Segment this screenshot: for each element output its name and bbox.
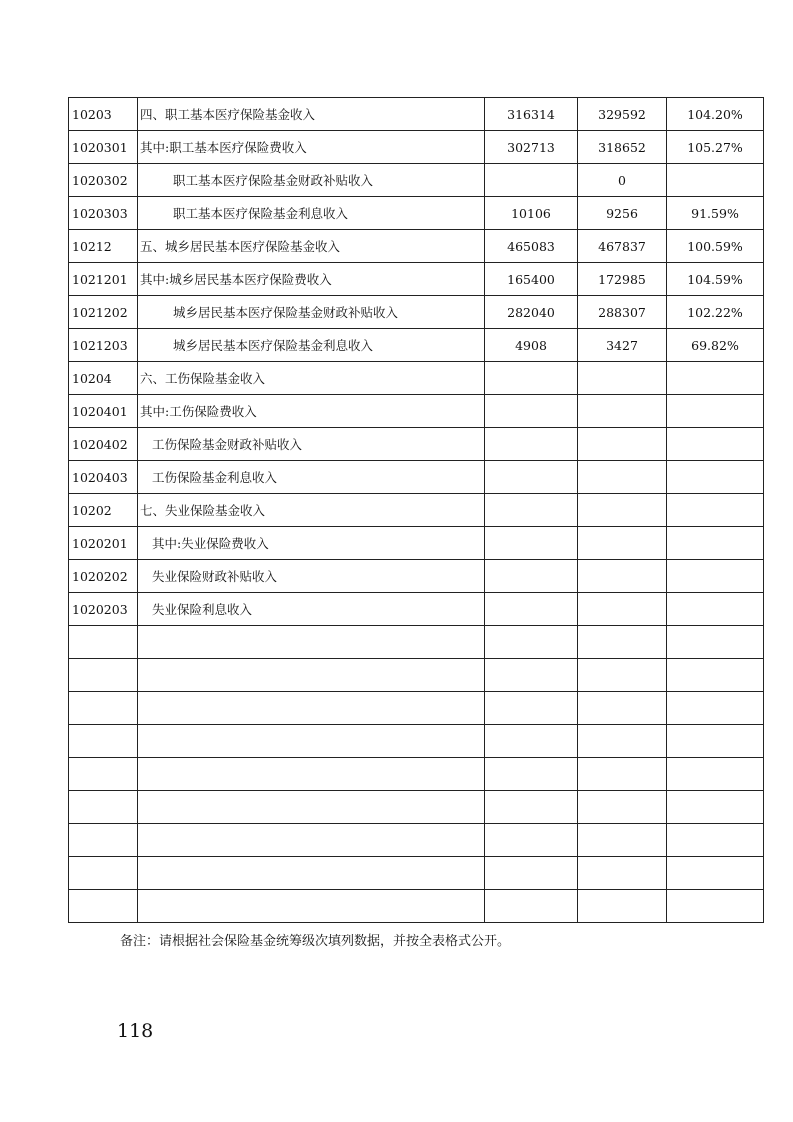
cell-item-name: 六、工伤保险基金收入 bbox=[138, 362, 485, 395]
cell-percentage bbox=[667, 857, 764, 890]
table-row bbox=[69, 692, 764, 725]
cell-item-name bbox=[138, 659, 485, 692]
cell-value-2 bbox=[578, 725, 667, 758]
table-row bbox=[69, 659, 764, 692]
cell-value-2 bbox=[578, 527, 667, 560]
cell-item-name: 职工基本医疗保险基金财政补贴收入 bbox=[138, 164, 485, 197]
table-row bbox=[69, 329, 764, 362]
cell-code: 1020403 bbox=[69, 461, 138, 494]
cell-item-name bbox=[138, 791, 485, 824]
table-row bbox=[69, 857, 764, 890]
cell-value-1 bbox=[485, 626, 578, 659]
table-row bbox=[69, 197, 764, 230]
cell-value-2: 318652 bbox=[578, 131, 667, 164]
table-row bbox=[69, 824, 764, 857]
cell-value-1 bbox=[485, 527, 578, 560]
cell-value-1 bbox=[485, 857, 578, 890]
cell-percentage bbox=[667, 725, 764, 758]
cell-value-2 bbox=[578, 659, 667, 692]
cell-percentage: 105.27% bbox=[667, 131, 764, 164]
cell-item-name: 七、失业保险基金收入 bbox=[138, 494, 485, 527]
cell-value-2 bbox=[578, 758, 667, 791]
cell-code bbox=[69, 725, 138, 758]
cell-item-name: 工伤保险基金利息收入 bbox=[138, 461, 485, 494]
table-row bbox=[69, 725, 764, 758]
table-row bbox=[69, 230, 764, 263]
table-row bbox=[69, 560, 764, 593]
cell-percentage bbox=[667, 692, 764, 725]
cell-item-name bbox=[138, 890, 485, 923]
cell-percentage bbox=[667, 824, 764, 857]
cell-item-name: 其中:职工基本医疗保险费收入 bbox=[138, 131, 485, 164]
cell-value-1 bbox=[485, 692, 578, 725]
cell-item-name bbox=[138, 857, 485, 890]
cell-value-2 bbox=[578, 494, 667, 527]
cell-value-1 bbox=[485, 164, 578, 197]
cell-value-2 bbox=[578, 362, 667, 395]
footnote: 备注：请根据社会保险基金统筹级次填列数据，并按全表格式公开。 bbox=[120, 934, 511, 949]
cell-percentage: 104.59% bbox=[667, 263, 764, 296]
cell-percentage bbox=[667, 659, 764, 692]
table-row bbox=[69, 362, 764, 395]
table-row bbox=[69, 626, 764, 659]
cell-code: 10212 bbox=[69, 230, 138, 263]
cell-value-2: 0 bbox=[578, 164, 667, 197]
cell-value-2 bbox=[578, 461, 667, 494]
page-number: 118 bbox=[117, 1020, 154, 1042]
cell-code: 10203 bbox=[69, 98, 138, 131]
cell-percentage bbox=[667, 461, 764, 494]
cell-code bbox=[69, 626, 138, 659]
cell-item-name: 四、职工基本医疗保险基金收入 bbox=[138, 98, 485, 131]
cell-item-name bbox=[138, 692, 485, 725]
cell-value-1 bbox=[485, 824, 578, 857]
table-row bbox=[69, 164, 764, 197]
cell-item-name: 工伤保险基金财政补贴收入 bbox=[138, 428, 485, 461]
cell-value-2 bbox=[578, 428, 667, 461]
cell-item-name: 失业保险财政补贴收入 bbox=[138, 560, 485, 593]
cell-value-1: 282040 bbox=[485, 296, 578, 329]
table-row bbox=[69, 263, 764, 296]
cell-code: 1021201 bbox=[69, 263, 138, 296]
cell-value-2 bbox=[578, 626, 667, 659]
cell-value-2: 9256 bbox=[578, 197, 667, 230]
cell-item-name: 职工基本医疗保险基金利息收入 bbox=[138, 197, 485, 230]
cell-item-name bbox=[138, 626, 485, 659]
cell-percentage: 104.20% bbox=[667, 98, 764, 131]
cell-code: 1020203 bbox=[69, 593, 138, 626]
cell-value-1: 10106 bbox=[485, 197, 578, 230]
cell-percentage bbox=[667, 395, 764, 428]
cell-value-1: 4908 bbox=[485, 329, 578, 362]
cell-value-1: 165400 bbox=[485, 263, 578, 296]
cell-code: 1021203 bbox=[69, 329, 138, 362]
cell-value-2: 3427 bbox=[578, 329, 667, 362]
cell-value-2: 172985 bbox=[578, 263, 667, 296]
cell-value-1 bbox=[485, 494, 578, 527]
cell-item-name: 城乡居民基本医疗保险基金利息收入 bbox=[138, 329, 485, 362]
table-row bbox=[69, 461, 764, 494]
table-row bbox=[69, 494, 764, 527]
cell-percentage bbox=[667, 362, 764, 395]
cell-percentage: 91.59% bbox=[667, 197, 764, 230]
cell-item-name: 失业保险利息收入 bbox=[138, 593, 485, 626]
cell-value-1 bbox=[485, 725, 578, 758]
cell-item-name bbox=[138, 824, 485, 857]
cell-item-name: 五、城乡居民基本医疗保险基金收入 bbox=[138, 230, 485, 263]
cell-percentage bbox=[667, 758, 764, 791]
cell-code: 1020303 bbox=[69, 197, 138, 230]
cell-code bbox=[69, 857, 138, 890]
cell-value-1: 465083 bbox=[485, 230, 578, 263]
cell-percentage bbox=[667, 890, 764, 923]
cell-value-2: 467837 bbox=[578, 230, 667, 263]
cell-value-1 bbox=[485, 428, 578, 461]
table-row bbox=[69, 395, 764, 428]
cell-percentage bbox=[667, 527, 764, 560]
cell-item-name bbox=[138, 758, 485, 791]
cell-value-2 bbox=[578, 890, 667, 923]
cell-value-2 bbox=[578, 692, 667, 725]
cell-value-2 bbox=[578, 395, 667, 428]
cell-value-1 bbox=[485, 890, 578, 923]
cell-code: 1020402 bbox=[69, 428, 138, 461]
cell-value-2: 329592 bbox=[578, 98, 667, 131]
cell-value-1: 302713 bbox=[485, 131, 578, 164]
cell-percentage bbox=[667, 560, 764, 593]
cell-value-1: 316314 bbox=[485, 98, 578, 131]
cell-code: 1020201 bbox=[69, 527, 138, 560]
cell-value-1 bbox=[485, 362, 578, 395]
cell-percentage: 69.82% bbox=[667, 329, 764, 362]
cell-percentage bbox=[667, 791, 764, 824]
cell-value-2: 288307 bbox=[578, 296, 667, 329]
cell-percentage bbox=[667, 428, 764, 461]
table-row bbox=[69, 131, 764, 164]
cell-value-1 bbox=[485, 395, 578, 428]
table-row bbox=[69, 890, 764, 923]
cell-item-name: 其中:失业保险费收入 bbox=[138, 527, 485, 560]
cell-percentage: 102.22% bbox=[667, 296, 764, 329]
cell-value-1 bbox=[485, 461, 578, 494]
cell-item-name: 城乡居民基本医疗保险基金财政补贴收入 bbox=[138, 296, 485, 329]
cell-code: 1020301 bbox=[69, 131, 138, 164]
cell-value-2 bbox=[578, 824, 667, 857]
cell-value-2 bbox=[578, 791, 667, 824]
cell-code: 1020401 bbox=[69, 395, 138, 428]
table-row bbox=[69, 758, 764, 791]
cell-value-1 bbox=[485, 560, 578, 593]
cell-code: 10202 bbox=[69, 494, 138, 527]
cell-value-1 bbox=[485, 593, 578, 626]
cell-value-1 bbox=[485, 791, 578, 824]
table-row bbox=[69, 98, 764, 131]
cell-item-name bbox=[138, 725, 485, 758]
cell-value-1 bbox=[485, 659, 578, 692]
cell-code bbox=[69, 824, 138, 857]
table-row bbox=[69, 593, 764, 626]
table-row bbox=[69, 296, 764, 329]
table-row bbox=[69, 527, 764, 560]
cell-item-name: 其中:城乡居民基本医疗保险费收入 bbox=[138, 263, 485, 296]
table-row bbox=[69, 428, 764, 461]
cell-value-2 bbox=[578, 593, 667, 626]
cell-value-2 bbox=[578, 857, 667, 890]
cell-percentage bbox=[667, 626, 764, 659]
cell-code: 1020202 bbox=[69, 560, 138, 593]
cell-code bbox=[69, 659, 138, 692]
cell-percentage: 100.59% bbox=[667, 230, 764, 263]
cell-value-2 bbox=[578, 560, 667, 593]
cell-code bbox=[69, 791, 138, 824]
cell-code: 1020302 bbox=[69, 164, 138, 197]
cell-percentage bbox=[667, 494, 764, 527]
cell-code bbox=[69, 890, 138, 923]
cell-percentage bbox=[667, 164, 764, 197]
cell-code: 10204 bbox=[69, 362, 138, 395]
cell-code bbox=[69, 692, 138, 725]
table-row bbox=[69, 791, 764, 824]
cell-code: 1021202 bbox=[69, 296, 138, 329]
cell-value-1 bbox=[485, 758, 578, 791]
fund-income-table bbox=[68, 97, 764, 923]
cell-percentage bbox=[667, 593, 764, 626]
table-body bbox=[69, 98, 764, 923]
cell-item-name: 其中:工伤保险费收入 bbox=[138, 395, 485, 428]
cell-code bbox=[69, 758, 138, 791]
